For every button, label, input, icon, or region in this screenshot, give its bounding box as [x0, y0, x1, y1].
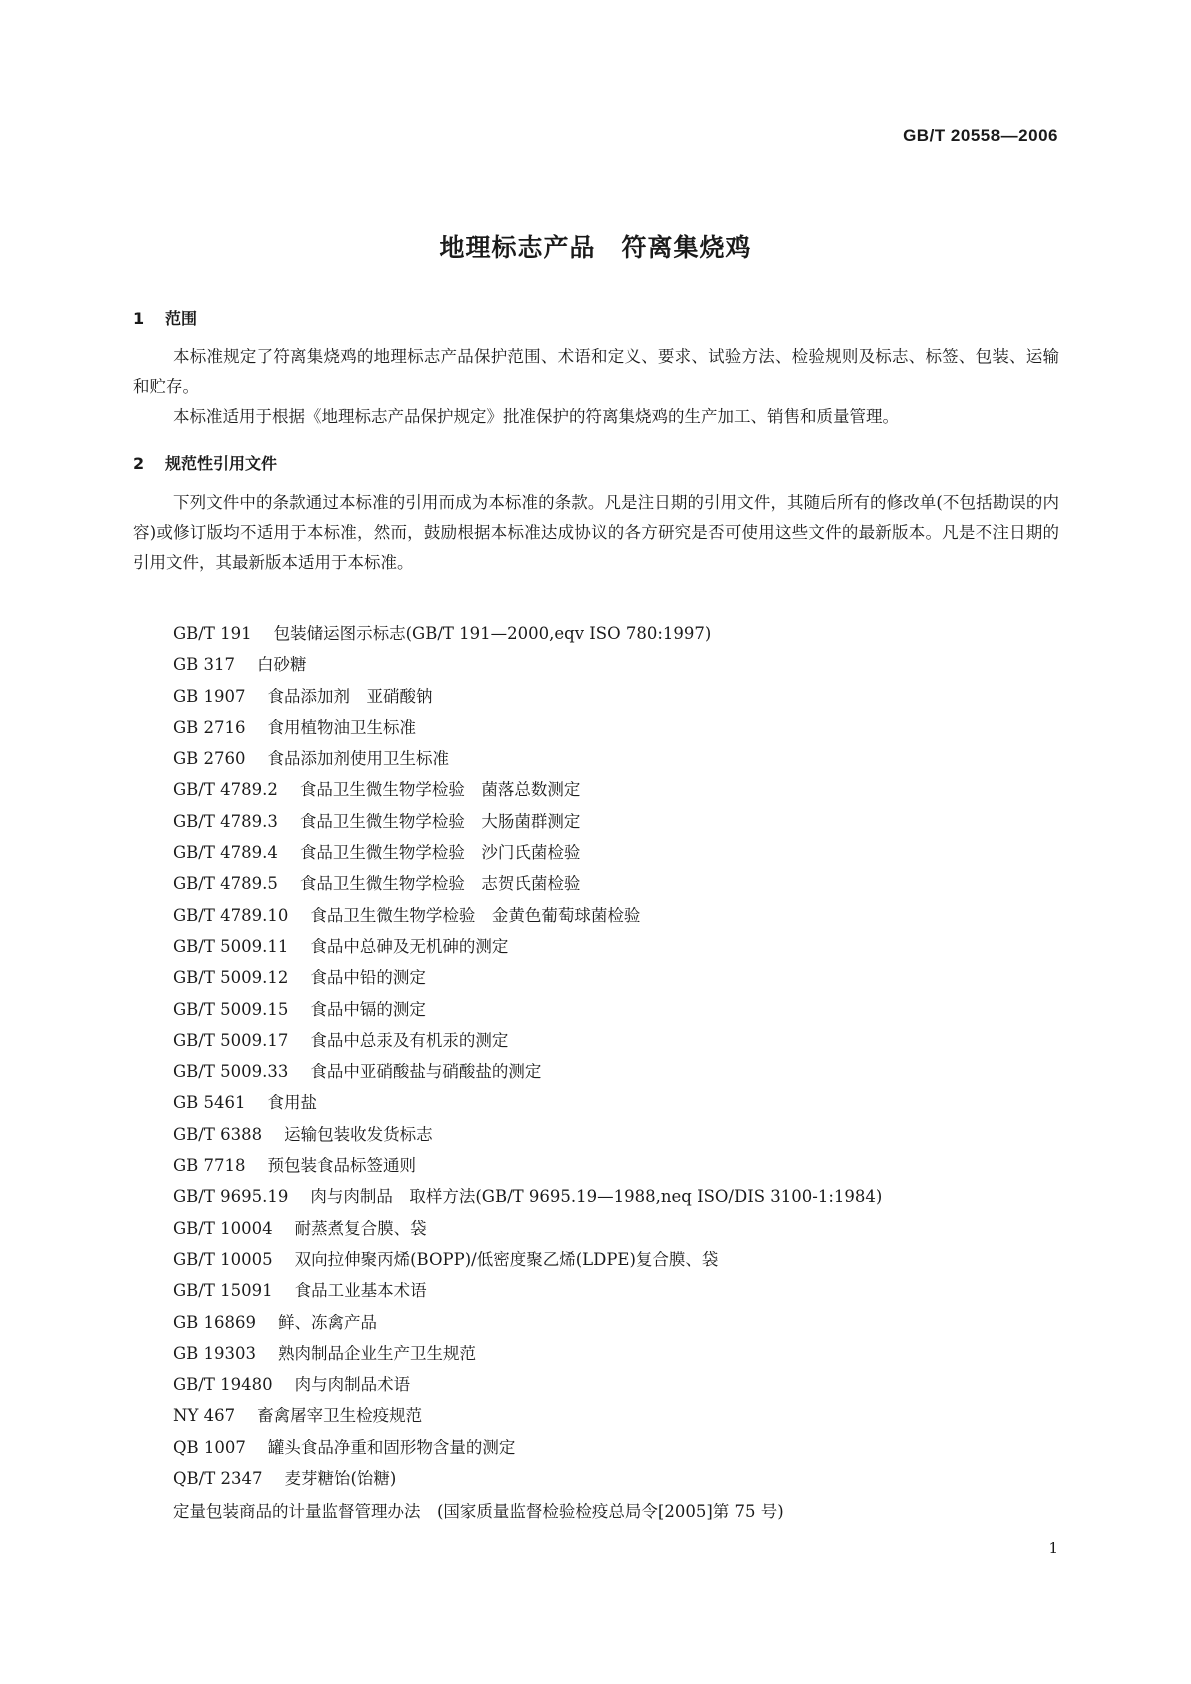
- reference-title: 食品卫生微生物学检验 志贺氏菌检验: [299, 874, 581, 894]
- reference-item: [173, 743, 1073, 774]
- section-1-paragraph-applicability: 本标准适用于根据《地理标志产品保护规定》批准保护的符离集烧鸡的生产加工、销售和质量管理。: [173, 407, 899, 426]
- reference-item: [173, 868, 1073, 899]
- reference-title: 鲜、冻禽产品: [278, 1312, 378, 1332]
- reference-code: GB/T 4789.10: [173, 905, 289, 925]
- reference-item: [173, 1150, 1073, 1181]
- reference-code: GB 2760: [173, 749, 246, 769]
- reference-title: 肉与肉制品术语: [294, 1375, 411, 1395]
- reference-item: [173, 1307, 1073, 1338]
- reference-title: 食品卫生微生物学检验 沙门氏菌检验: [299, 843, 581, 863]
- reference-title: 食品中总砷及无机砷的测定: [310, 936, 509, 956]
- reference-code: QB 1007: [173, 1437, 246, 1457]
- reference-item: [173, 1025, 1073, 1056]
- reference-code: GB/T 4789.5: [173, 874, 278, 894]
- reference-title: 食品工业基本术语: [294, 1281, 427, 1301]
- reference-code: GB 5461: [173, 1093, 246, 1113]
- reference-item: [173, 1087, 1073, 1118]
- reference-title: 熟肉制品企业生产卫生规范: [278, 1343, 477, 1363]
- page-number: 1: [1048, 1539, 1058, 1557]
- reference-item: [173, 1213, 1073, 1244]
- reference-item: [173, 1181, 1073, 1212]
- reference-item: [173, 900, 1073, 931]
- reference-item: [173, 1338, 1073, 1369]
- reference-code: GB/T 9695.19: [173, 1187, 289, 1207]
- reference-code: GB 7718: [173, 1156, 246, 1176]
- section-2-heading: [133, 451, 277, 474]
- reference-title: 食品中镉的测定: [310, 999, 426, 1019]
- section-number: 1: [133, 309, 145, 328]
- reference-code: GB 19303: [173, 1343, 257, 1363]
- reference-title: 双向拉伸聚丙烯(BOPP)/低密度聚乙烯(LDPE)复合膜、袋: [294, 1249, 719, 1269]
- reference-code: GB/T 5009.15: [173, 999, 289, 1019]
- reference-item: [173, 962, 1073, 993]
- reference-title: 运输包装收发货标志: [284, 1124, 433, 1144]
- section-2-intro-paragraph: 下列文件中的条款通过本标准的引用而成为本标准的条款。凡是注日期的引用文件，其随后所有的修改单(不包括勘误的内容)或修订版均不适用于本标准，然而，鼓励根据本标准达成协议的各方研究是否可使用这些文件的最新版本。凡是不注日期的引用文件，其最新版本适用于本标准。: [133, 493, 1059, 572]
- reference-code: GB 317: [173, 655, 236, 675]
- reference-code: GB 1907: [173, 686, 246, 706]
- reference-code: GB/T 191: [173, 624, 252, 643]
- reference-code: GB 2716: [173, 717, 246, 737]
- reference-code: GB/T 6388: [173, 1124, 263, 1144]
- section-number: 2: [133, 454, 145, 473]
- reference-code: GB/T 5009.17: [173, 1030, 289, 1050]
- reference-title: 食品中亚硝酸盐与硝酸盐的测定: [310, 1062, 542, 1082]
- reference-code: GB/T 4789.3: [173, 811, 278, 831]
- reference-code: GB/T 15091: [173, 1281, 273, 1301]
- reference-title: 食品卫生微生物学检验 大肠菌群测定: [299, 811, 581, 831]
- section-title: 规范性引用文件: [165, 454, 278, 473]
- document-title: 地理标志产品 符离集烧鸡: [439, 233, 752, 262]
- reference-code: GB/T 4789.2: [173, 780, 278, 800]
- reference-title: 食品添加剂 亚硝酸钠: [267, 686, 433, 706]
- reference-code: NY 467: [173, 1406, 236, 1426]
- reference-item: [173, 837, 1073, 868]
- reference-code: GB/T 5009.11: [173, 936, 289, 956]
- reference-item: [173, 931, 1073, 962]
- reference-title: 预包装食品标签通则: [267, 1156, 417, 1176]
- reference-title: 食品中铅的测定: [310, 968, 426, 988]
- reference-item-regulation: 定量包装商品的计量监督管理办法 (国家质量监督检验检疫总局令[2005]第 75 号): [173, 1502, 784, 1521]
- reference-item: [173, 681, 1073, 712]
- reference-title: 食用植物油卫生标准: [267, 717, 417, 737]
- reference-item: [173, 1119, 1073, 1150]
- reference-item: [173, 806, 1073, 837]
- reference-code: GB/T 19480: [173, 1375, 273, 1395]
- reference-item: [173, 774, 1073, 805]
- reference-item: [173, 649, 1073, 680]
- reference-item: [173, 1244, 1073, 1275]
- reference-code: GB/T 10005: [173, 1249, 273, 1269]
- reference-item: [173, 1432, 1073, 1463]
- section-1-heading: [133, 306, 197, 329]
- reference-title: 肉与肉制品 取样方法(GB/T 9695.19—1988,neq ISO/DIS 3100-1:1984): [310, 1187, 883, 1207]
- reference-item: [173, 1369, 1073, 1400]
- section-title: 范围: [165, 309, 198, 328]
- reference-item: [173, 994, 1073, 1025]
- reference-title: 食品卫生微生物学检验 金黄色葡萄球菌检验: [310, 905, 641, 925]
- reference-title: 畜禽屠宰卫生检疫规范: [257, 1406, 423, 1426]
- reference-title: 白砂糖: [257, 655, 307, 675]
- reference-item: [173, 712, 1073, 743]
- reference-code: GB/T 5009.33: [173, 1062, 289, 1082]
- reference-item: [173, 1463, 1073, 1494]
- reference-title: 麦芽糖饴(饴糖): [284, 1469, 397, 1489]
- reference-title: 食品卫生微生物学检验 菌落总数测定: [299, 780, 581, 800]
- section-1-paragraph-scope: 本标准规定了符离集烧鸡的地理标志产品保护范围、术语和定义、要求、试验方法、检验规则及标志、标签、包装、运输和贮存。: [133, 347, 1059, 396]
- reference-title: 包装储运图示标志(GB/T 191—2000,eqv ISO 780:1997): [273, 624, 712, 643]
- reference-item: [173, 1275, 1073, 1306]
- reference-code: GB/T 5009.12: [173, 968, 289, 988]
- reference-code: QB/T 2347: [173, 1469, 263, 1489]
- reference-item: [173, 1400, 1073, 1431]
- reference-title: 耐蒸煮复合膜、袋: [294, 1218, 427, 1238]
- reference-title: 罐头食品净重和固形物含量的测定: [267, 1437, 516, 1457]
- reference-title: 食品中总汞及有机汞的测定: [310, 1030, 509, 1050]
- reference-code: GB/T 10004: [173, 1218, 273, 1238]
- standard-code: GB/T 20558—2006: [903, 126, 1058, 145]
- normative-references-list: [173, 618, 1073, 1494]
- reference-item: [173, 618, 1073, 649]
- reference-item: [173, 1056, 1073, 1087]
- reference-code: GB 16869: [173, 1312, 257, 1332]
- reference-title: 食品添加剂使用卫生标准: [267, 749, 450, 769]
- reference-title: 食用盐: [267, 1093, 318, 1113]
- reference-code: GB/T 4789.4: [173, 843, 278, 863]
